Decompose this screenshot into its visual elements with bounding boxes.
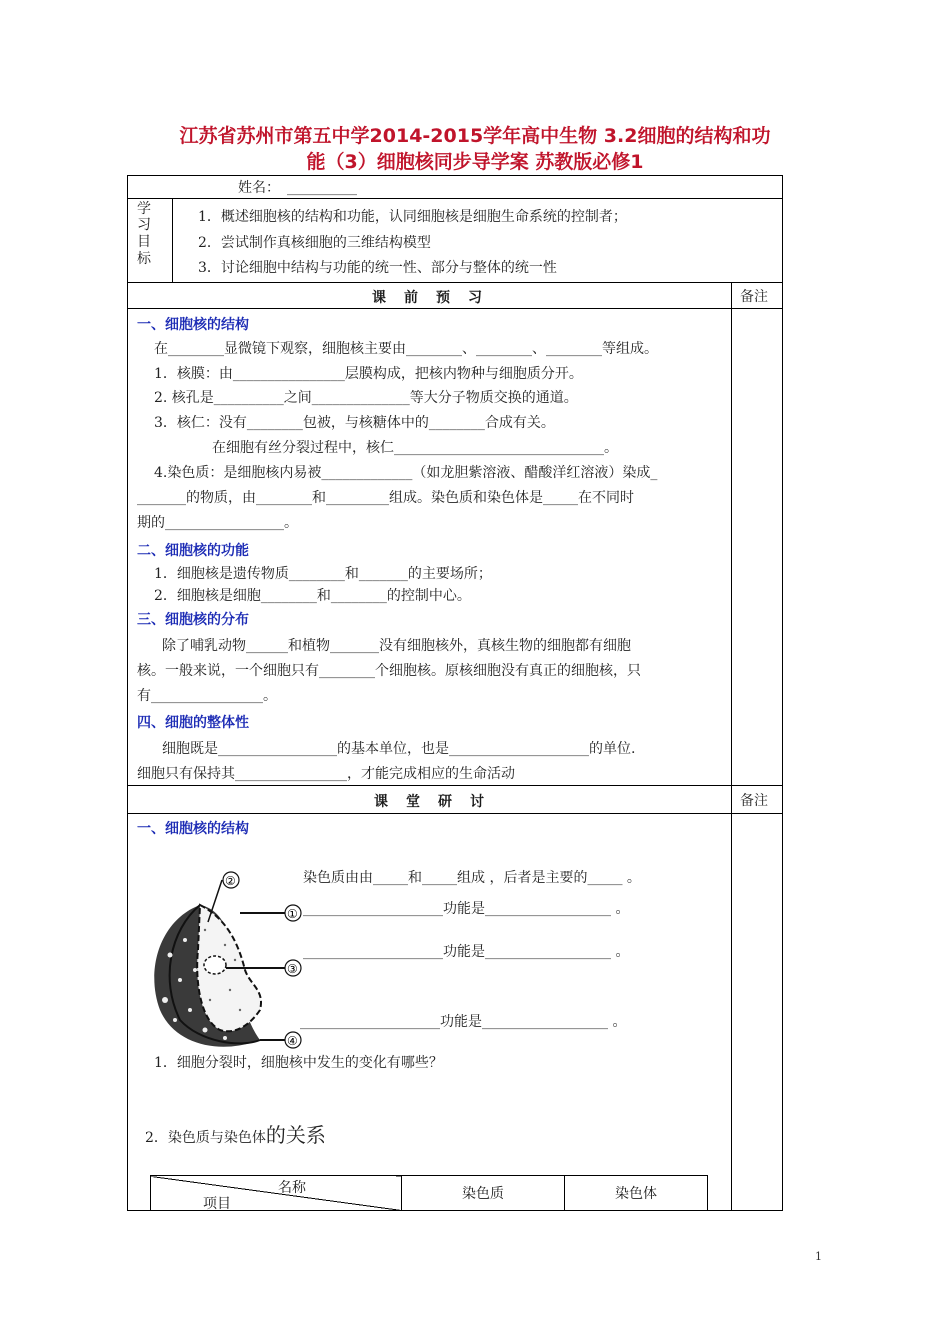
- classroom-note-label: 备注: [740, 793, 768, 809]
- goal-label-4: 标: [137, 251, 151, 267]
- table-header-chromosome: 染色体: [565, 1176, 708, 1211]
- note-column-divider: [731, 785, 732, 1211]
- preview-note-label: 备注: [740, 289, 768, 305]
- goal-2: 2．尝试制作真核细胞的三维结构模型: [198, 235, 431, 251]
- question-1: 1．细胞分裂时，细胞核中发生的变化有哪些？: [154, 1055, 443, 1071]
- row-divider: [127, 308, 783, 309]
- preview-s3-title: 三、细胞核的分布: [137, 612, 249, 628]
- preview-s1-line: 在________显微镜下观察，细胞核主要由________、________、________等组成。: [154, 341, 658, 357]
- question-2-suffix: 的关系: [265, 1123, 326, 1147]
- name-label: 姓名：: [238, 180, 280, 196]
- diagram-label-3: ③: [287, 962, 298, 976]
- preview-s2-title: 二、细胞核的功能: [137, 543, 249, 559]
- doc-title-line1: 江苏省苏州市第五中学2014-2015学年高中生物 3.2细胞的结构和功: [179, 125, 771, 147]
- diagram-label-4: ④: [287, 1034, 298, 1048]
- diagram-line-1: ____________________功能是__________________ 。: [303, 901, 630, 917]
- chromatin-comparison-table: [150, 1175, 708, 1211]
- table-header-chromatin: 染色质: [402, 1176, 565, 1211]
- table-corner-cell: [151, 1176, 402, 1211]
- row-divider: [127, 198, 783, 199]
- preview-s1-line: 2. 核孔是__________之间______________等大分子物质交换的通道。: [154, 390, 578, 406]
- diagram-label-2: ②: [225, 874, 236, 888]
- preview-s4-line: 细胞只有保持其________________，才能完成相应的生命活动: [137, 766, 515, 782]
- question-2: [145, 1123, 326, 1147]
- note-column-divider: [731, 282, 732, 785]
- name-blank[interactable]: __________: [287, 180, 357, 196]
- table-row: [151, 1176, 708, 1211]
- preview-s1-line: _______的物质，由________和_________组成。染色质和染色体是_____在不同时: [137, 490, 634, 506]
- goal-1: 1．概述细胞核的结构和功能，认同细胞核是细胞生命系统的控制者；: [198, 209, 627, 225]
- preview-s3-line: 除了哺乳动物______和植物_______没有细胞核外，真核生物的细胞都有细胞: [162, 638, 631, 654]
- row-divider: [127, 785, 783, 786]
- diagram-line-3: ____________________功能是__________________ 。: [303, 944, 630, 960]
- nucleus-diagram: [140, 860, 305, 1060]
- preview-s3-line: 有________________。: [137, 688, 277, 704]
- goal-column-divider: [172, 198, 173, 282]
- row-divider: [127, 282, 783, 283]
- preview-s3-line: 核。一般来说，一个细胞只有________个细胞核。原核细胞没有真正的细胞核，只: [137, 663, 641, 679]
- diagram-line-0: 染色质由由_____和_____组成 ，后者是主要的_____ 。: [303, 870, 641, 886]
- goal-label-3: 目: [137, 234, 151, 250]
- doc-title-line2: 能（3）细胞核同步导学案 苏教版必修1: [306, 151, 644, 173]
- row-divider: [127, 813, 783, 814]
- preview-s1-title: 一、细胞核的结构: [137, 317, 249, 333]
- preview-s1-line: 1．核膜：由________________层膜构成，把核内物种与细胞质分开。: [154, 366, 583, 382]
- preview-section-title: 课 前 预 习: [372, 290, 484, 306]
- table-corner-bottom: 项目: [203, 1196, 231, 1212]
- diagram-line-4: ____________________功能是__________________ 。: [300, 1014, 627, 1030]
- preview-s2-line: 1．细胞核是遗传物质________和_______的主要场所；: [154, 566, 492, 582]
- goal-label-1: 学: [137, 201, 151, 217]
- preview-s1-line: 在细胞有丝分裂过程中，核仁______________________________。: [212, 440, 618, 456]
- goal-3: 3．讨论细胞中结构与功能的统一性、部分与整体的统一性: [198, 260, 557, 276]
- goal-label-2: 习: [137, 217, 151, 233]
- preview-s4-line: 细胞既是_________________的基本单位，也是____________________的单位.: [162, 741, 636, 757]
- table-corner-top: 名称: [278, 1180, 306, 1196]
- classroom-s1-title: 一、细胞核的结构: [137, 821, 249, 837]
- preview-s1-line: 3．核仁：没有________包被，与核糖体中的________合成有关。: [154, 415, 555, 431]
- preview-s1-line: 4.染色质：是细胞核内易被_____________（如龙胆紫溶液、醋酸洋红溶液）染成_: [154, 465, 658, 481]
- question-2-prefix: 2．染色质与染色体: [145, 1130, 266, 1146]
- preview-s1-line: 期的_________________。: [137, 515, 298, 531]
- preview-s2-line: 2．细胞核是细胞________和________的控制中心。: [154, 588, 471, 604]
- preview-s4-title: 四、细胞的整体性: [137, 715, 249, 731]
- classroom-section-title: 课 堂 研 讨: [374, 794, 486, 810]
- page-number: 1: [815, 1250, 822, 1263]
- diagram-label-1: ①: [287, 907, 298, 921]
